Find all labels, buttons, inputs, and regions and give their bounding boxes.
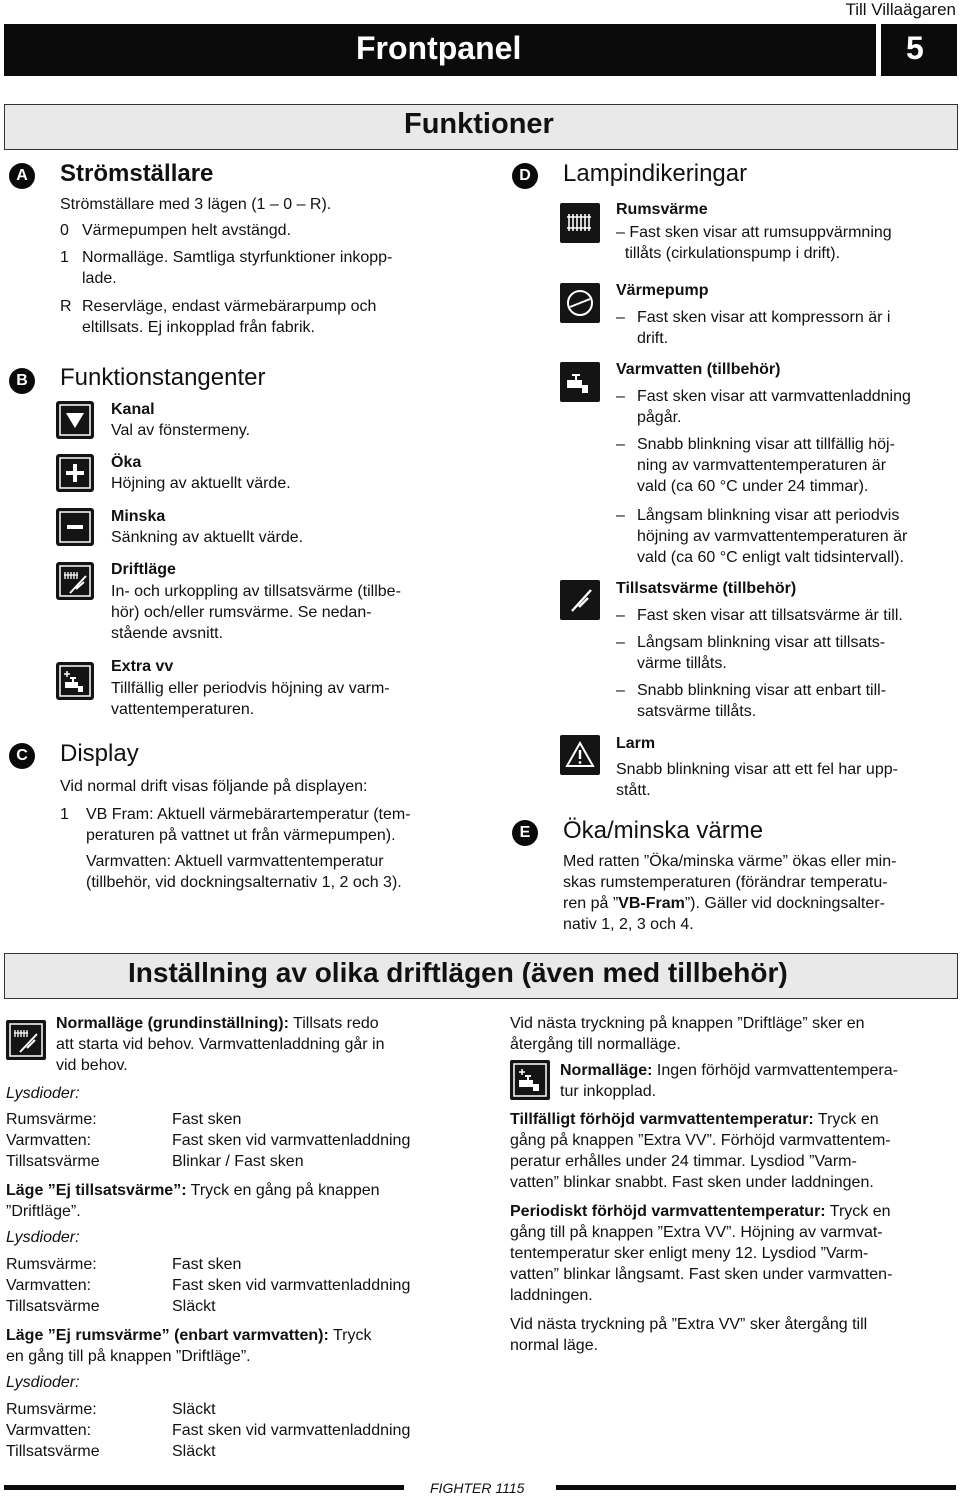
lamp-text-varmepump: Fast sken visar att kompressorn är i drift.	[637, 309, 891, 347]
lamp-text-tillsats-3: Snabb blinkning visar att enbart till- satsvärme tillåts.	[637, 682, 887, 720]
mode3-label: Läge ”Ej rumsvärme” (enbart varmvatten):	[6, 1327, 329, 1344]
right-last-text: Vid nästa tryckning på ”Extra VV” sker återgång till normal läge.	[510, 1316, 868, 1354]
normal-mode-text	[56, 1013, 452, 1076]
plus-icon[interactable]	[56, 454, 94, 492]
key-desc-kanal: Val av fönstermeny.	[111, 422, 251, 439]
driftlage-icon[interactable]	[56, 562, 94, 600]
extra-vv-icon[interactable]	[56, 662, 94, 700]
top-right-label: Till Villaägaren	[845, 0, 956, 19]
switch-key: 0	[60, 222, 69, 239]
switch-key: 1	[60, 249, 69, 266]
radiator-icon	[560, 203, 600, 243]
lamp-text-varmvatten-1: Fast sken visar att varmvattenladdning pågår.	[637, 388, 911, 426]
heatpump-icon	[560, 283, 600, 323]
mode3-text	[6, 1325, 452, 1367]
switch-desc: Normalläge. Samtliga styrfunktioner inkopp- lade.	[82, 249, 393, 287]
switch-desc: Värmepumpen helt avstängd.	[82, 222, 292, 239]
settings-heading: Inställning av olika driftlägen (även med tillbehör)	[128, 957, 788, 988]
mode2-desc: Tryck en gång på knappen ”Driftläge”.	[6, 1182, 380, 1220]
lamp-text-larm: Snabb blinkning visar att ett fel har upp- stått.	[616, 761, 898, 799]
led-row: Tillsatsvärme Släckt	[6, 1298, 216, 1315]
section-marker-e: E	[512, 820, 538, 846]
section-c-intro: Vid normal drift visas följande på displayen:	[60, 778, 368, 795]
dash: –	[616, 388, 625, 405]
led-row: Varmvatten: Fast sken vid varmvattenladdning	[6, 1277, 411, 1294]
switch-item-r	[60, 296, 460, 338]
section-c-heading: Display	[60, 740, 139, 767]
page-title: Frontpanel	[356, 30, 522, 66]
driftlage-icon	[6, 1020, 46, 1060]
lamp-text-varmvatten-3: Långsam blinkning visar att periodvis höjning av varmvattentemperaturen är vald (ca 60 °C enligt valt tidsintervall).	[637, 507, 908, 566]
led-table-1	[6, 1109, 466, 1172]
section-marker-d: D	[512, 163, 538, 189]
dash: –	[616, 507, 625, 524]
lamp-text-varmvatten-2: Snabb blinkning visar att tillfällig höj- ning av varmvattentemperaturen är vald (ca 60 °C under 24 timmar).	[637, 436, 895, 495]
section-a-heading: Strömställare	[60, 160, 214, 187]
led-table-2	[6, 1254, 466, 1317]
key-title-kanal: Kanal	[111, 401, 155, 418]
section-marker-a: A	[9, 163, 35, 189]
led-row: Tillsatsvärme Släckt	[6, 1443, 216, 1460]
section-e-heading: Öka/minska värme	[563, 817, 764, 844]
dash: –	[616, 682, 625, 699]
section-marker-b: B	[9, 368, 35, 394]
display-item-text: VB Fram: Aktuell värmebärartemperatur (tem- peraturen på vattnet ut från värmepumpen).	[86, 806, 411, 844]
lamp-title-rumsvarme: Rumsvärme	[616, 201, 708, 218]
section-marker-c: C	[9, 743, 35, 769]
section-e-text-a: Med ratten ”Öka/minska värme” ökas eller min- skas rumstemperaturen (förändrar temperatu- ren på ”	[563, 853, 897, 912]
led-row: Varmvatten: Fast sken vid varmvattenladdning	[6, 1422, 411, 1439]
key-title-extra-vv: Extra vv	[111, 658, 174, 675]
dash: –	[616, 436, 625, 453]
key-desc-oka: Höjning av aktuellt värde.	[111, 475, 291, 492]
led-table-3	[6, 1399, 466, 1462]
mode2-text	[6, 1180, 452, 1222]
led-row: Rumsvärme: Fast sken	[6, 1111, 242, 1128]
electric-heater-icon	[560, 580, 600, 620]
switch-desc: Reservläge, endast värmebärarpump och eltillsats. Ej inkopplad från fabrik.	[82, 298, 377, 336]
section-d-heading: Lampindikeringar	[563, 160, 748, 187]
right-normal-text	[560, 1060, 956, 1102]
lamp-text-tillsats-2: Långsam blinkning visar att tillsats- värme tillåts.	[637, 634, 886, 672]
period-mode-desc: Tryck en gång till på knappen ”Extra VV”. Höjning av varmvat- tentemperatur sker enligt meny 12. Lysdiod ”Varm- vatten” blinkar långsamt. Fast sken under varmvatten- laddningen.	[510, 1203, 893, 1304]
section-e-text	[563, 851, 956, 935]
period-mode-label: Periodiskt förhöjd varmvattentemperatur:	[510, 1203, 826, 1220]
lamp-title-tillsatsvarme: Tillsatsvärme (tillbehör)	[616, 580, 797, 597]
lysdioder-label: Lysdioder:	[6, 1374, 80, 1391]
switch-key: R	[60, 298, 72, 315]
lamp-title-larm: Larm	[616, 735, 656, 752]
right-normal-label: Normalläge:	[560, 1062, 653, 1079]
normal-mode-desc: Tillsats redo att starta vid behov. Varmvattenladdning går in vid behov.	[56, 1015, 385, 1074]
section-b-heading: Funktionstangenter	[60, 364, 266, 391]
key-desc-extra-vv: Tillfällig eller periodvis höjning av varm- vattentemperaturen.	[111, 680, 390, 718]
page-number: 5	[906, 30, 924, 66]
period-mode-text	[510, 1201, 956, 1306]
key-title-oka: Öka	[111, 454, 142, 471]
lamp-title-varmepump: Värmepump	[616, 282, 709, 299]
led-row: Rumsvärme: Fast sken	[6, 1256, 242, 1273]
right-return-text: Vid nästa tryckning på knappen ”Driftläge” sker en återgång till normalläge.	[510, 1015, 865, 1053]
section-title: Funktioner	[404, 108, 554, 140]
led-row: Tillsatsvärme Blinkar / Fast sken	[6, 1153, 304, 1170]
minus-icon[interactable]	[56, 508, 94, 546]
display-item-number: 1	[60, 806, 69, 823]
footer-rule-right	[556, 1485, 956, 1490]
extra-vv-icon	[510, 1060, 550, 1100]
temp-mode-label: Tillfälligt förhöjd varmvattentemperatur:	[510, 1111, 814, 1128]
key-desc-minska: Sänkning av aktuellt värde.	[111, 529, 304, 546]
led-row: Varmvatten: Fast sken vid varmvattenladdning	[6, 1132, 411, 1149]
key-title-driftlage: Driftläge	[111, 561, 176, 578]
dash: –	[616, 309, 625, 326]
channel-down-icon[interactable]	[56, 401, 94, 439]
temp-mode-desc: Tryck en gång på knappen ”Extra VV”. Förhöjd varmvattentem- peratur erhålles under 24 timmar. Lysdiod ”Varm- vatten” blinkar snabbt. Fast sken under laddningen.	[510, 1111, 891, 1191]
lamp-text-tillsats-1: Fast sken visar att tillsatsvärme är till.	[637, 607, 903, 624]
section-a-intro: Strömställare med 3 lägen (1 – 0 – R).	[60, 196, 332, 213]
dash: –	[616, 634, 625, 651]
switch-item-0	[60, 220, 460, 241]
lysdioder-label: Lysdioder:	[6, 1229, 80, 1246]
key-desc-driftlage: In- och urkoppling av tillsatsvärme (tillbe- hör) och/eller rumsvärme. Se nedan- stående avsnitt.	[111, 583, 401, 642]
footer-rule-left	[4, 1485, 404, 1490]
normal-mode-label: Normalläge (grundinställning):	[56, 1015, 289, 1032]
section-e-text-b: ”). Gäller vid dockningsalter- nativ 1, 2, 3 och 4.	[563, 895, 885, 933]
dash: –	[616, 607, 625, 624]
footer-model: FIGHTER 1115	[430, 1480, 525, 1496]
display-item-text2: Varmvatten: Aktuell varmvattentemperatur (tillbehör, vid dockningsalternativ 1, 2 och 3).	[86, 853, 402, 891]
key-title-minska: Minska	[111, 508, 166, 525]
right-normal-desc: Ingen förhöjd varmvattentempera- tur inkopplad.	[560, 1062, 898, 1100]
section-e-text-bold: VB-Fram	[618, 895, 685, 912]
lysdioder-label: Lysdioder:	[6, 1085, 80, 1102]
lamp-text-rumsvarme: – Fast sken visar att rumsuppvärmning tillåts (cirkulationspump i drift).	[616, 224, 892, 262]
switch-item-1	[60, 247, 460, 289]
mode3-desc: Tryck en gång till på knappen ”Driftläge”.	[6, 1327, 372, 1365]
mode2-label: Läge ”Ej tillsatsvärme”:	[6, 1182, 187, 1199]
temp-mode-text	[510, 1109, 956, 1193]
alarm-icon	[560, 735, 600, 775]
tap-icon	[560, 362, 600, 402]
led-row: Rumsvärme: Släckt	[6, 1401, 216, 1418]
lamp-title-varmvatten: Varmvatten (tillbehör)	[616, 361, 781, 378]
